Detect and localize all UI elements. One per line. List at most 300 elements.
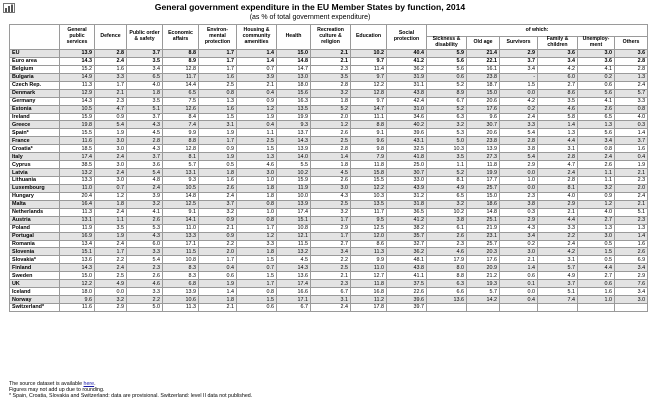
value-cell: 25.7	[467, 240, 500, 248]
value-cell: 14.1	[163, 216, 199, 224]
value-cell: 22.1	[467, 57, 500, 65]
value-cell: 20.6	[467, 129, 500, 137]
value-cell: 1.3	[615, 73, 648, 81]
value-cell: 36.5	[387, 208, 427, 216]
value-cell: 14.3	[60, 57, 95, 65]
value-cell: 41.2	[387, 57, 427, 65]
value-cell: 2.6	[127, 272, 163, 280]
value-cell: -	[500, 73, 538, 81]
value-cell: 3.2	[95, 296, 127, 304]
value-cell: 6.3	[427, 113, 467, 121]
table-row	[10, 280, 648, 288]
value-cell: 2.3	[427, 240, 467, 248]
value-cell: 15.0	[60, 272, 95, 280]
value-cell: 39.6	[387, 296, 427, 304]
country-name: Slovakia*	[10, 256, 60, 264]
value-cell: 4.2	[538, 248, 578, 256]
value-cell: 0.6	[199, 272, 237, 280]
value-cell: 2.5	[95, 272, 127, 280]
value-cell: 1.9	[199, 280, 237, 288]
value-cell: 32.7	[387, 240, 427, 248]
value-cell: 5.6	[427, 57, 467, 65]
table-body	[10, 50, 648, 312]
country-name: Italy	[10, 153, 60, 161]
value-cell: 4.4	[538, 216, 578, 224]
value-cell: 3.0	[615, 296, 648, 304]
table-row	[10, 81, 648, 89]
value-cell: 4.5	[127, 129, 163, 137]
value-cell: 1.1	[237, 129, 277, 137]
value-cell: 2.9	[500, 50, 538, 58]
value-cell: 0.1	[500, 280, 538, 288]
value-cell: 43.8	[387, 89, 427, 97]
value-cell: 9.7	[351, 73, 387, 81]
value-cell: 9.1	[163, 208, 199, 216]
value-cell: 11.5	[163, 248, 199, 256]
value-cell: 5.6	[427, 65, 467, 73]
value-cell: 13.2	[60, 169, 95, 177]
value-cell: 3.7	[500, 57, 538, 65]
country-name: Norway	[10, 296, 60, 304]
value-cell: 1.7	[199, 50, 237, 58]
country-name: Ireland	[10, 113, 60, 121]
value-cell: 3.7	[538, 280, 578, 288]
value-cell: 1.5	[578, 248, 615, 256]
value-cell: 13.9	[467, 145, 500, 153]
value-cell: 1.7	[311, 232, 351, 240]
value-cell: 2.5	[199, 81, 237, 89]
country-name: Greece	[10, 121, 60, 129]
value-cell: 0.5	[578, 240, 615, 248]
value-cell: 4.0	[127, 81, 163, 89]
value-cell: 17.1	[163, 240, 199, 248]
value-cell: 1.3	[237, 153, 277, 161]
value-cell: 20.9	[467, 264, 500, 272]
value-cell: 10.5	[60, 105, 95, 113]
value-cell: 1.1	[95, 216, 127, 224]
value-cell	[427, 304, 467, 312]
value-cell: 4.3	[311, 192, 351, 200]
value-cell: 15.9	[277, 177, 311, 185]
value-cell: 6.5	[163, 89, 199, 97]
value-cell: 0.6	[427, 73, 467, 81]
value-cell: 4.3	[127, 145, 163, 153]
value-cell: 4.1	[578, 65, 615, 73]
value-cell: 3.3	[237, 240, 277, 248]
value-cell: 6.7	[311, 288, 351, 296]
value-cell: 37.5	[387, 280, 427, 288]
value-cell: 1.6	[95, 65, 127, 73]
value-cell: 0.0	[500, 288, 538, 296]
table-row	[10, 256, 648, 264]
value-cell: 13.9	[277, 145, 311, 153]
value-cell: 2.4	[127, 184, 163, 192]
value-cell: 18.0	[277, 81, 311, 89]
value-cell: 12.2	[351, 184, 387, 192]
value-cell: 3.2	[311, 208, 351, 216]
value-cell: 23.8	[467, 137, 500, 145]
value-cell: 11.7	[351, 208, 387, 216]
value-cell: 0.3	[615, 121, 648, 129]
value-cell: 5.4	[500, 153, 538, 161]
value-cell: 5.3	[127, 224, 163, 232]
value-cell: 3.5	[95, 224, 127, 232]
value-cell: 0.2	[500, 240, 538, 248]
value-cell: 1.7	[199, 137, 237, 145]
value-cell: 30.7	[467, 121, 500, 129]
value-cell: 11.8	[351, 161, 387, 169]
value-cell: 4.5	[311, 169, 351, 177]
value-cell: 9.9	[163, 129, 199, 137]
value-cell: 5.6	[578, 129, 615, 137]
header-others: Others	[615, 37, 648, 50]
value-cell: 13.6	[427, 296, 467, 304]
source-dataset-link[interactable]: here	[83, 381, 95, 387]
value-cell: 1.7	[199, 256, 237, 264]
value-cell: 10.8	[277, 224, 311, 232]
value-cell: 13.7	[277, 129, 311, 137]
value-cell: 3.4	[578, 137, 615, 145]
value-cell: 2.2	[538, 232, 578, 240]
table-row	[10, 272, 648, 280]
value-cell: 4.9	[538, 272, 578, 280]
value-cell: 15.9	[60, 113, 95, 121]
country-name: UK	[10, 280, 60, 288]
value-cell: 5.5	[277, 161, 311, 169]
value-cell: 7.5	[163, 97, 199, 105]
value-cell: 10.0	[277, 192, 311, 200]
value-cell: 4.4	[578, 264, 615, 272]
value-cell: 38.2	[387, 224, 427, 232]
value-cell: 2.1	[538, 208, 578, 216]
country-name: Belgium	[10, 65, 60, 73]
country-name: EU	[10, 50, 60, 58]
value-cell: 31.2	[387, 192, 427, 200]
value-cell: 1.6	[615, 145, 648, 153]
value-cell: 16.4	[60, 200, 95, 208]
value-cell: 11.8	[467, 161, 500, 169]
value-cell: 2.6	[615, 248, 648, 256]
table-row	[10, 153, 648, 161]
value-cell: 14.8	[163, 192, 199, 200]
value-cell: 12.2	[351, 81, 387, 89]
value-cell: 5.6	[578, 89, 615, 97]
value-cell: 17.7	[467, 177, 500, 185]
value-cell: 3.4	[538, 57, 578, 65]
country-name: Croatia*	[10, 145, 60, 153]
header-of-which: of which:	[427, 25, 648, 37]
value-cell: 14.7	[351, 105, 387, 113]
table-row	[10, 184, 648, 192]
value-cell: 14.8	[467, 208, 500, 216]
value-cell: 2.4	[95, 208, 127, 216]
value-cell: 12.2	[60, 280, 95, 288]
table-row	[10, 304, 648, 312]
value-cell: 38.5	[60, 161, 95, 169]
value-cell: 10.6	[163, 296, 199, 304]
value-cell: 1.5	[237, 145, 277, 153]
value-cell: 0.0	[500, 184, 538, 192]
value-cell: 15.1	[60, 248, 95, 256]
value-cell: 2.4	[95, 169, 127, 177]
value-cell: 2.7	[578, 216, 615, 224]
value-cell: 9.7	[351, 57, 387, 65]
value-cell: 3.8	[500, 145, 538, 153]
country-name: Portugal	[10, 232, 60, 240]
table-row	[10, 161, 648, 169]
table-row	[10, 57, 648, 65]
value-cell: 12.0	[351, 232, 387, 240]
value-cell: 16.9	[60, 232, 95, 240]
value-cell: 12.6	[163, 105, 199, 113]
header-recreation: Recreation culture & religion	[311, 25, 351, 50]
value-cell: 3.0	[237, 169, 277, 177]
table-row	[10, 208, 648, 216]
table-row	[10, 192, 648, 200]
value-cell: 2.1	[615, 169, 648, 177]
value-cell: 14.8	[277, 57, 311, 65]
value-cell: 22.6	[387, 288, 427, 296]
value-cell: 3.0	[95, 137, 127, 145]
value-cell: 3.2	[578, 184, 615, 192]
value-cell: 1.2	[311, 121, 351, 129]
value-cell: 2.5	[237, 137, 277, 145]
value-cell: 16.3	[277, 97, 311, 105]
value-cell: 16.8	[351, 288, 387, 296]
value-cell: 0.8	[578, 145, 615, 153]
value-cell: 0.3	[500, 208, 538, 216]
value-cell: 1.2	[237, 232, 277, 240]
value-cell: 10.2	[277, 169, 311, 177]
value-cell: 2.3	[615, 177, 648, 185]
value-cell: 1.4	[615, 129, 648, 137]
country-name: Bulgaria	[10, 73, 60, 81]
value-cell: 18.0	[60, 288, 95, 296]
value-cell: 4.3	[127, 121, 163, 129]
value-cell: 30.7	[387, 169, 427, 177]
value-cell: 3.0	[95, 145, 127, 153]
value-cell: 0.4	[237, 89, 277, 97]
value-cell: 9.6	[351, 137, 387, 145]
value-cell: 15.1	[277, 216, 311, 224]
table-row	[10, 264, 648, 272]
value-cell: 1.9	[95, 129, 127, 137]
value-cell: 11.5	[277, 240, 311, 248]
value-cell: 3.3	[95, 73, 127, 81]
value-cell: 2.3	[615, 216, 648, 224]
value-cell: 0.4	[615, 153, 648, 161]
value-cell: 15.6	[277, 89, 311, 97]
value-cell: 2.4	[578, 153, 615, 161]
value-cell: 2.8	[538, 153, 578, 161]
value-cell: 0.6	[237, 304, 277, 312]
value-cell: 2.2	[127, 296, 163, 304]
value-cell: 1.8	[95, 200, 127, 208]
value-cell: 2.9	[538, 200, 578, 208]
value-cell: 0.7	[237, 65, 277, 73]
value-cell: 8.3	[163, 264, 199, 272]
value-cell: 6.1	[427, 224, 467, 232]
value-cell: 4.2	[500, 97, 538, 105]
value-cell: 1.6	[199, 105, 237, 113]
value-cell: 31.8	[387, 200, 427, 208]
value-cell: 14.9	[60, 73, 95, 81]
value-cell: 2.5	[311, 264, 351, 272]
value-cell: 35.7	[387, 232, 427, 240]
value-cell: 13.4	[60, 240, 95, 248]
value-cell: 13.5	[277, 105, 311, 113]
value-cell: 15.0	[467, 192, 500, 200]
value-cell: 5.4	[95, 121, 127, 129]
value-cell: 14.3	[60, 264, 95, 272]
value-cell: 2.5	[311, 137, 351, 145]
value-cell: 4.6	[538, 105, 578, 113]
table-row	[10, 169, 648, 177]
value-cell: 0.2	[500, 105, 538, 113]
value-cell: 4.8	[127, 177, 163, 185]
value-cell: 3.2	[127, 200, 163, 208]
country-name: Switzerland*	[10, 304, 60, 312]
value-cell: 6.5	[427, 192, 467, 200]
value-cell: 7.4	[163, 121, 199, 129]
value-cell: 9.3	[277, 121, 311, 129]
value-cell: 17.6	[467, 256, 500, 264]
value-cell: 1.3	[199, 97, 237, 105]
value-cell: 5.2	[427, 105, 467, 113]
country-name: Sweden	[10, 272, 60, 280]
header-environmental-protection: Environ-mental protection	[199, 25, 237, 50]
value-cell: 2.3	[311, 280, 351, 288]
value-cell: 2.4	[500, 113, 538, 121]
value-cell: 13.1	[163, 169, 199, 177]
value-cell: 2.9	[615, 272, 648, 280]
header-sickness-disability: Sickness & disability	[427, 37, 467, 50]
value-cell: 6.3	[427, 280, 467, 288]
value-cell: 1.8	[237, 184, 277, 192]
value-cell: 6.0	[127, 240, 163, 248]
value-cell: 2.0	[615, 184, 648, 192]
value-cell: 15.2	[60, 65, 95, 73]
table-row	[10, 73, 648, 81]
country-name: Finland	[10, 264, 60, 272]
value-cell: 2.6	[578, 105, 615, 113]
value-cell: 33.0	[387, 177, 427, 185]
value-cell: 4.1	[127, 208, 163, 216]
value-cell: 3.1	[199, 121, 237, 129]
value-cell: 8.9	[427, 89, 467, 97]
value-cell: 3.4	[500, 232, 538, 240]
value-cell: 19.3	[467, 280, 500, 288]
value-cell: 43.8	[387, 264, 427, 272]
value-cell: 1.9	[95, 232, 127, 240]
value-cell: 1.7	[237, 224, 277, 232]
value-cell: 0.9	[237, 97, 277, 105]
value-cell: 8.8	[427, 272, 467, 280]
country-name: Austria	[10, 216, 60, 224]
value-cell: 5.0	[127, 304, 163, 312]
value-cell: 2.9	[500, 216, 538, 224]
country-name: Netherlands	[10, 208, 60, 216]
value-cell: 15.5	[60, 129, 95, 137]
value-cell: 4.9	[95, 280, 127, 288]
value-cell: 9.1	[351, 129, 387, 137]
value-cell: 4.3	[127, 232, 163, 240]
value-cell: 17.4	[277, 280, 311, 288]
value-cell: 3.7	[615, 137, 648, 145]
value-cell: 0.9	[199, 216, 237, 224]
value-cell: 7.4	[538, 296, 578, 304]
value-cell: 8.0	[427, 264, 467, 272]
value-cell: 15.0	[277, 50, 311, 58]
table-row	[10, 288, 648, 296]
value-cell: 3.3	[538, 224, 578, 232]
value-cell: 4.9	[427, 184, 467, 192]
value-cell: 8.8	[163, 50, 199, 58]
value-cell: 14.0	[277, 153, 311, 161]
value-cell: 0.9	[199, 232, 237, 240]
value-cell: 1.4	[311, 153, 351, 161]
header-general-public-services: General public services	[60, 25, 95, 50]
value-cell: 0.7	[95, 184, 127, 192]
value-cell: 13.1	[60, 216, 95, 224]
country-name: Denmark	[10, 89, 60, 97]
value-cell: 1.4	[237, 57, 277, 65]
table-row	[10, 105, 648, 113]
value-cell: 11.6	[60, 137, 95, 145]
value-cell: 3.6	[578, 57, 615, 65]
value-cell: 2.9	[500, 161, 538, 169]
value-cell: 3.5	[127, 97, 163, 105]
value-cell: 6.6	[427, 288, 467, 296]
value-cell: 5.2	[311, 105, 351, 113]
value-cell: 10.2	[351, 50, 387, 58]
value-cell: 21.2	[467, 272, 500, 280]
value-cell: 8.9	[163, 57, 199, 65]
value-cell: 1.9	[199, 153, 237, 161]
value-cell: 5.0	[427, 137, 467, 145]
value-cell: 19.9	[467, 169, 500, 177]
value-cell: 3.4	[500, 65, 538, 73]
country-name: Hungary	[10, 192, 60, 200]
value-cell: 17.1	[277, 296, 311, 304]
value-cell: 19.9	[277, 113, 311, 121]
value-cell: 3.5	[311, 73, 351, 81]
value-cell: 4.5	[277, 256, 311, 264]
value-cell: 1.7	[199, 57, 237, 65]
country-name: Estonia	[10, 105, 60, 113]
value-cell: 2.9	[95, 304, 127, 312]
value-cell: 5.9	[427, 50, 467, 58]
value-cell	[615, 304, 648, 312]
value-cell: 0.0	[95, 288, 127, 296]
value-cell: 11.4	[351, 65, 387, 73]
table-subtitle: (as % of total government expenditure)	[249, 14, 371, 21]
value-cell: 0.8	[615, 105, 648, 113]
value-cell: 3.7	[127, 153, 163, 161]
value-cell: 5.1	[127, 105, 163, 113]
value-cell: 1.5	[500, 81, 538, 89]
value-cell: 2.4	[95, 57, 127, 65]
value-cell: 8.1	[538, 184, 578, 192]
value-cell: 11.6	[60, 304, 95, 312]
value-cell: 2.5	[311, 200, 351, 208]
table-row	[10, 216, 648, 224]
value-cell: 48.1	[387, 256, 427, 264]
value-cell: 4.0	[538, 192, 578, 200]
value-cell: 15.5	[351, 177, 387, 185]
table-row	[10, 129, 648, 137]
table-row	[10, 224, 648, 232]
